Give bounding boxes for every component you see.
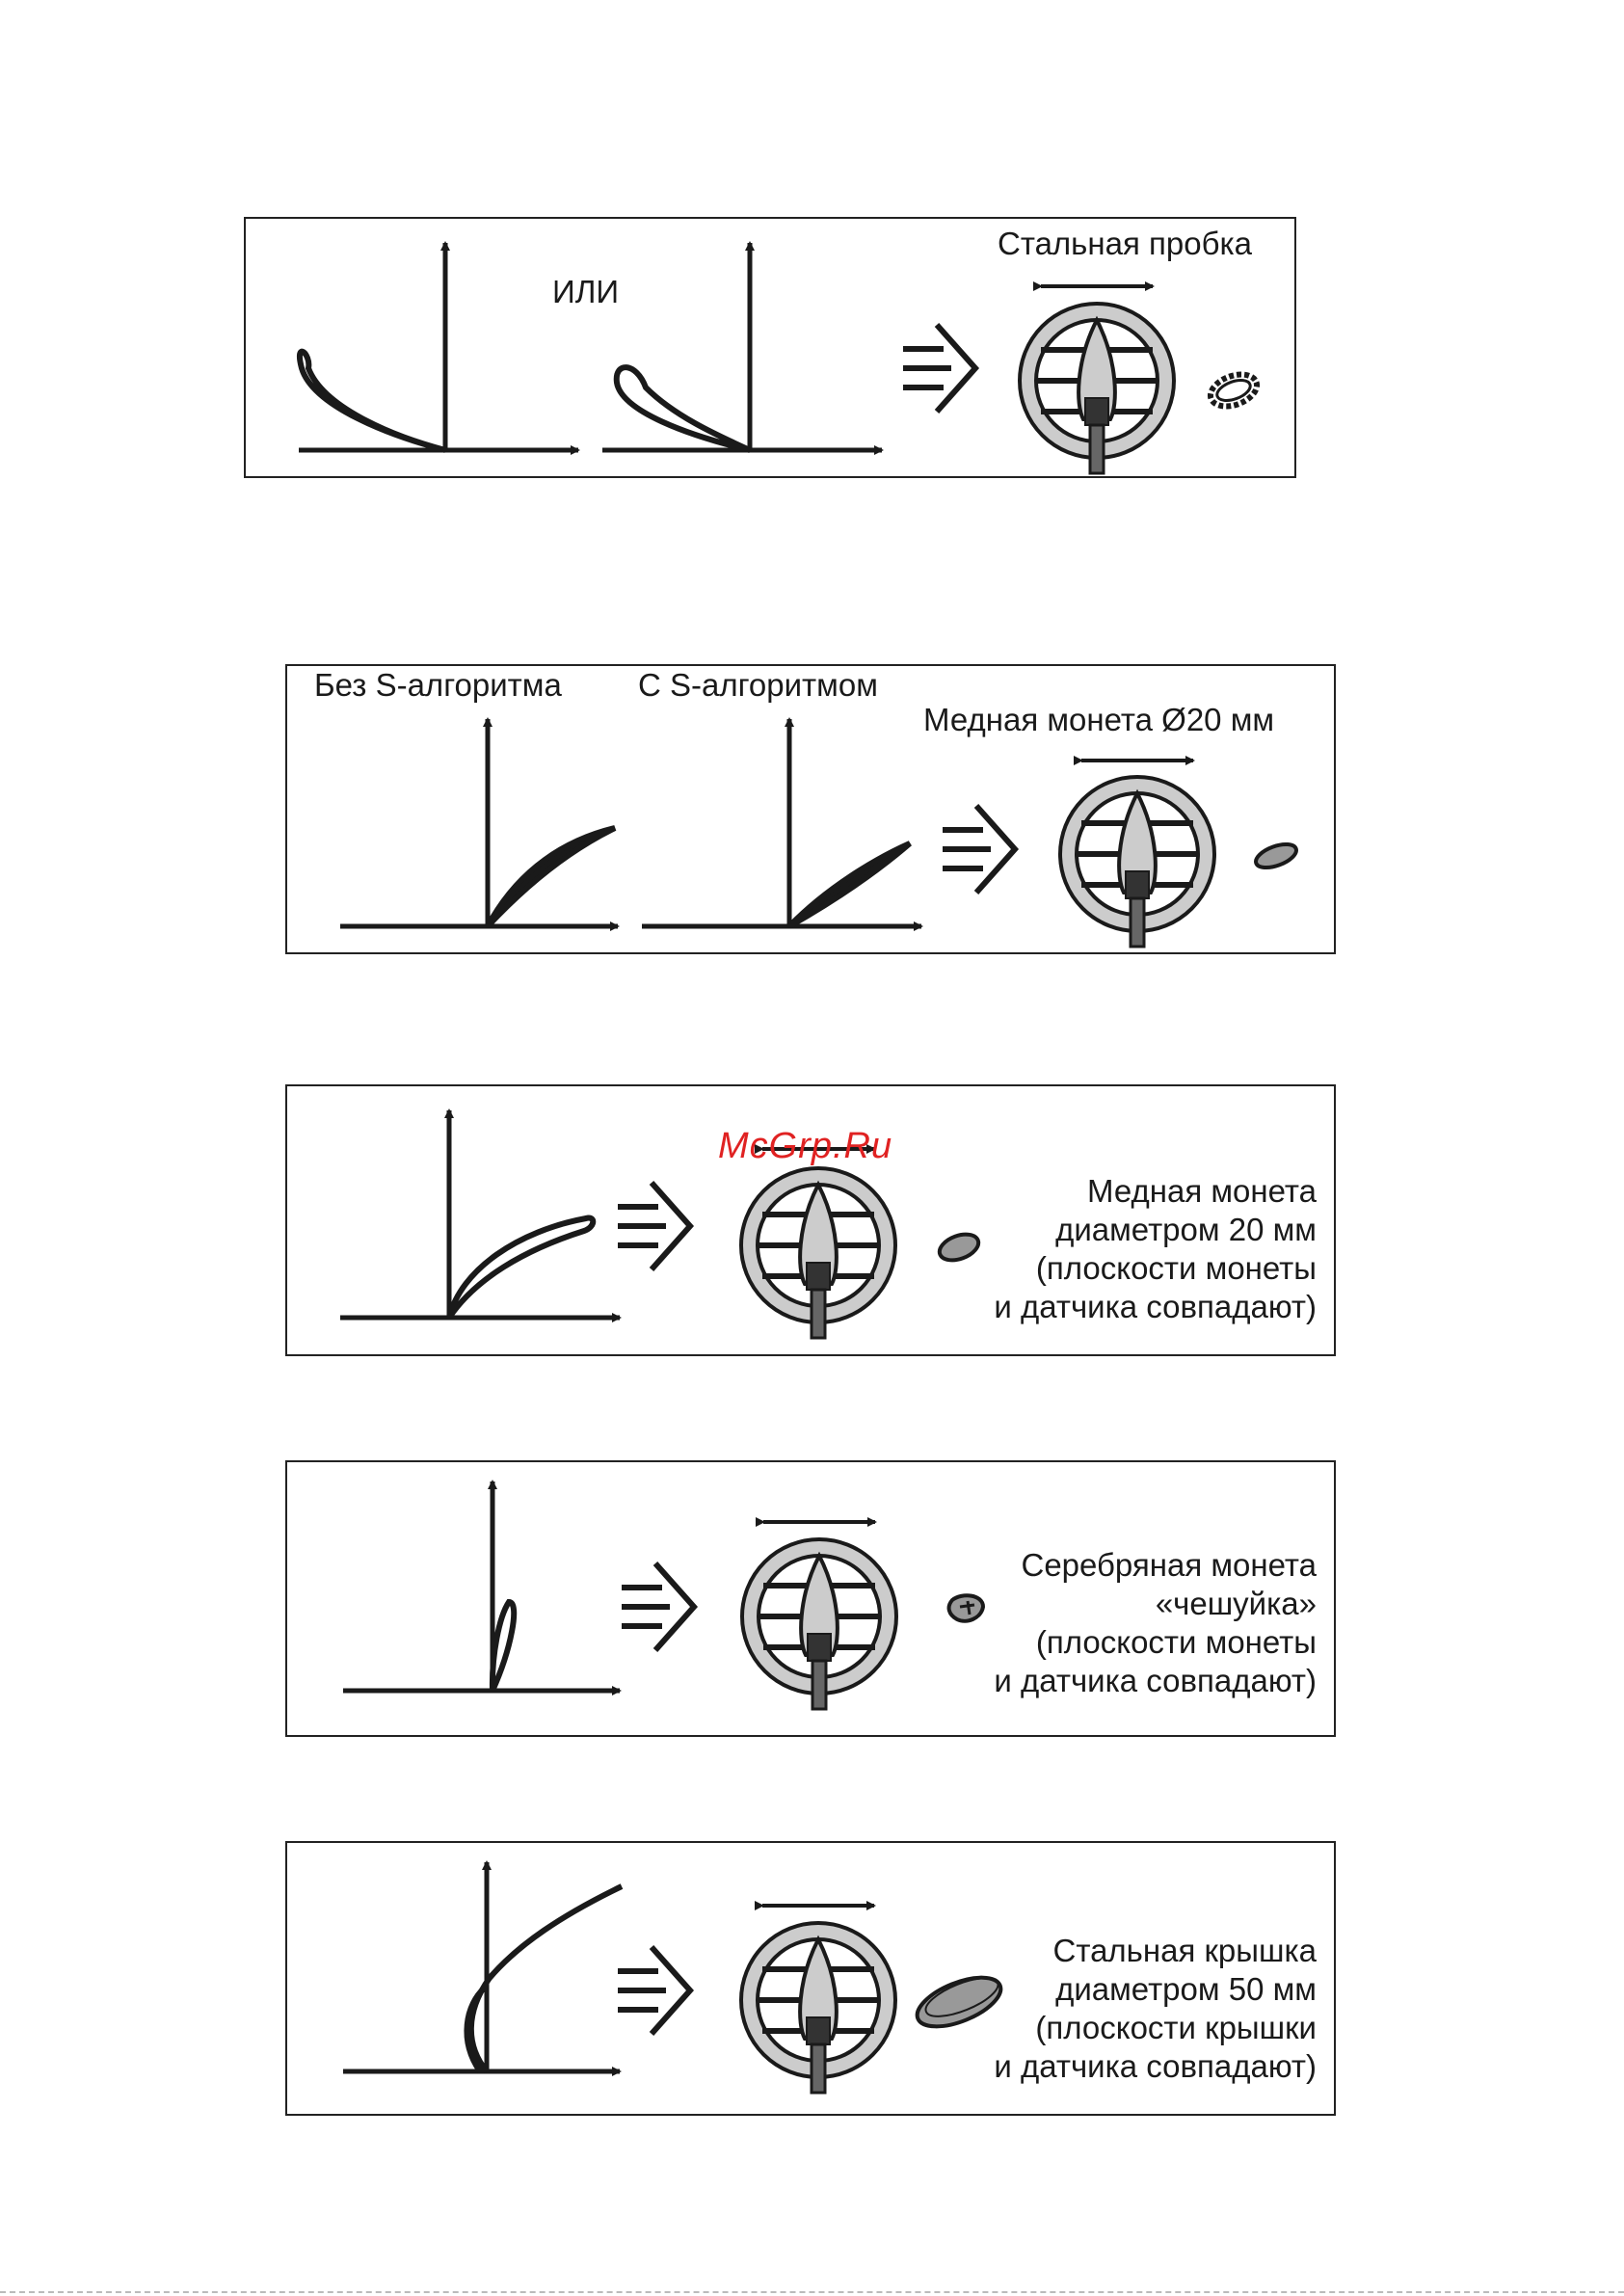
description-line-3: (плоскости монеты: [1035, 1250, 1317, 1286]
copper-coin-icon: [936, 1230, 982, 1266]
description-line-1: Медная монета: [1087, 1173, 1317, 1209]
signal-graph: [340, 1110, 620, 1318]
steel-lid-icon: [911, 1967, 1007, 2037]
description-line-3: (плоскости монеты: [1035, 1624, 1317, 1660]
signal-graph: [343, 1482, 620, 1691]
silver-coin-icon: [949, 1595, 983, 1621]
description-line-2: диаметром 20 мм: [1055, 1212, 1317, 1247]
search-coil-icon: [742, 1539, 896, 1709]
description-line-4: и датчика совпадают): [994, 1289, 1317, 1324]
search-coil-icon: [1060, 777, 1214, 947]
description-line-3: (плоскости крышки: [1035, 2010, 1317, 2045]
implies-arrow: [943, 806, 1015, 893]
bottle-cap-icon: [1206, 368, 1261, 412]
search-coil-icon: [741, 1168, 895, 1338]
graph-1-label: Без S-алгоритма: [314, 667, 562, 703]
search-coil-icon: [1020, 304, 1174, 473]
panel-steel-plug: [244, 217, 1296, 478]
panel-silver-coin: [285, 1460, 1336, 1737]
panel-copper-coin-20mm: [285, 664, 1336, 954]
graph-2-label: С S-алгоритмом: [638, 667, 878, 703]
panel-steel-lid: [285, 1841, 1336, 2116]
page-footer-line: [0, 2291, 1624, 2293]
description-line-2: диаметром 50 мм: [1055, 1971, 1317, 2007]
graph-1: [299, 243, 578, 450]
object-label: Стальная пробка: [998, 226, 1252, 261]
description-line-4: и датчика совпадают): [994, 2048, 1317, 2084]
graph-2: [602, 243, 882, 450]
description-line-1: Стальная крышка: [1052, 1933, 1317, 1968]
object-label: Медная монета Ø20 мм: [923, 702, 1275, 737]
watermark: McGrp.Ru: [718, 1126, 893, 1166]
implies-arrow: [618, 1183, 690, 1269]
graph-with-s-algorithm: [642, 719, 921, 926]
implies-arrow: [622, 1563, 694, 1650]
description-line-4: и датчика совпадают): [994, 1663, 1317, 1698]
graph-without-s-algorithm: [340, 719, 618, 926]
description-line-1: Серебряная монета: [1021, 1547, 1317, 1583]
or-label: ИЛИ: [552, 274, 620, 309]
description-line-2: «чешуйка»: [1155, 1586, 1317, 1621]
implies-arrow: [618, 1947, 690, 2034]
signal-graph: [343, 1862, 622, 2071]
search-coil-icon: [741, 1923, 895, 2093]
implies-arrow: [903, 325, 975, 412]
copper-coin-icon: [1253, 840, 1299, 872]
